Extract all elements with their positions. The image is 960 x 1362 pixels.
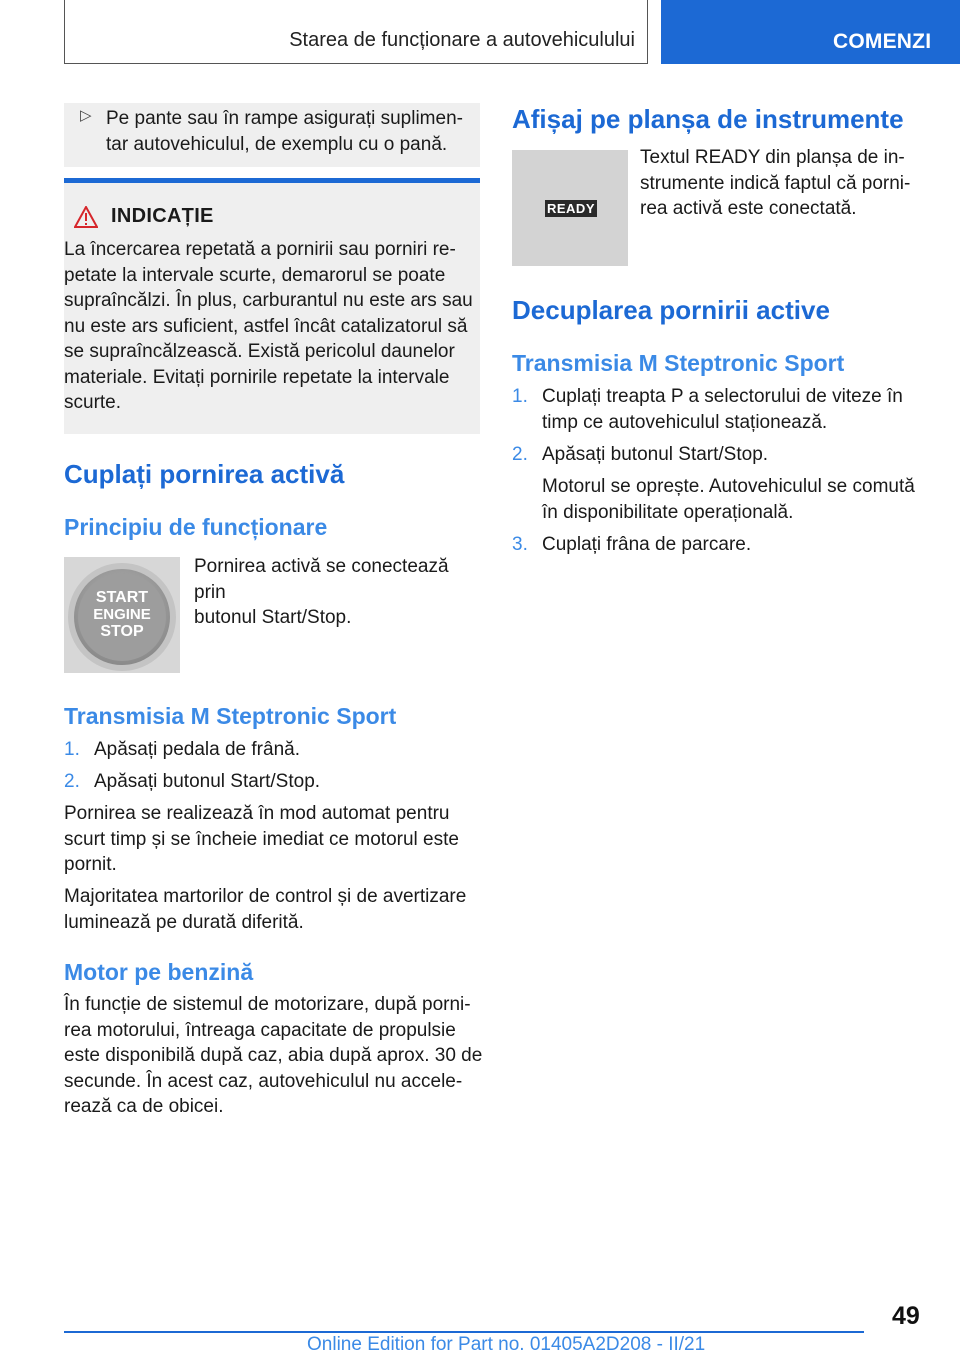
step-number: 1.	[512, 386, 528, 407]
step-text: Motorul se oprește. Autovehiculul se comută	[542, 476, 915, 497]
list-item	[64, 769, 480, 795]
paragraph-line: Majoritatea martorilor de control și de avertizare	[64, 886, 467, 907]
button-label-engine: ENGINE	[93, 606, 151, 623]
petrol-line: În funcție de sistemul de motorizare, după porni-	[64, 994, 471, 1015]
warning-title: INDICAȚIE	[111, 205, 214, 227]
heading-display: Afișaj pe planșa de instrumente	[512, 104, 904, 134]
step-text: timp ce autovehiculul staționează.	[542, 411, 828, 433]
step-number	[512, 474, 542, 525]
ready-display-image	[512, 150, 628, 266]
step-text: Apăsați pedala de frână.	[94, 739, 300, 760]
tip-box	[64, 103, 480, 167]
ready-indicator: READY	[546, 201, 595, 216]
list-item	[512, 384, 928, 435]
step-text: Apăsați butonul Start/Stop.	[94, 771, 321, 792]
paragraph-line: Pornirea se realizează în mod automat pentru	[64, 803, 450, 824]
tip-line: tar autovehiculul, de exemplu cu o pană.	[106, 133, 448, 155]
display-line: Textul READY din planșa de in-	[640, 147, 905, 168]
warning-line: petate la intervale scurte, demarorul se poate	[64, 264, 446, 286]
petrol-line: rea motorului, întreaga capacitate de propulsie	[64, 1019, 456, 1041]
list-item	[512, 532, 928, 558]
list-item	[512, 474, 928, 525]
step-number: 1.	[64, 739, 80, 760]
principle-line: Pornirea activă se conectează prin	[194, 556, 449, 603]
petrol-line: este disponibilă după caz, abia după aprox. 30 de	[64, 1045, 483, 1066]
warning-triangle-icon	[74, 206, 98, 228]
display-line: rea activă este conectată.	[640, 198, 857, 219]
tip-line: Pe pante sau în rampe asigurați suplimen-	[106, 108, 463, 129]
triangle-bullet-icon: ▷	[80, 107, 92, 124]
petrol-line: rează ca de obicei.	[64, 1096, 224, 1117]
step-text: Cuplați treapta P a selectorului de viteze în	[542, 386, 903, 407]
warning-line: se supraîncălzească. Există pericolul daunelor	[64, 341, 455, 362]
step-number: 2.	[64, 771, 80, 792]
warning-box	[64, 183, 480, 434]
subheading-principle: Principiu de funcționare	[64, 514, 328, 540]
start-stop-button-image	[64, 557, 180, 673]
edition-text[interactable]: Online Edition for Part no. 01405A2D208 - II/21	[307, 1334, 706, 1355]
step-text: Apăsați butonul Start/Stop.	[542, 444, 769, 465]
heading-stop: Decuplarea pornirii active	[512, 295, 830, 325]
warning-line: scurte.	[64, 392, 122, 413]
chapter-tab[interactable]: COMENZI	[661, 0, 960, 64]
subheading-transmission-left: Transmisia M Steptronic Sport	[64, 703, 397, 729]
warning-line: supraîncălzi. În plus, carburantul nu este ars sau	[64, 290, 473, 311]
paragraph-line: scurt timp și se încheie imediat ce motorul este	[64, 828, 459, 850]
list-item	[512, 442, 928, 468]
header-frame	[64, 0, 648, 64]
subheading-transmission-right: Transmisia M Steptronic Sport	[512, 350, 845, 376]
heading-start: Cuplați pornirea activă	[64, 459, 345, 489]
step-number: 3.	[512, 534, 528, 555]
warning-line: materiale. Evitați pornirile repetate la intervale	[64, 366, 450, 388]
display-line: strumente indică faptul că porni-	[640, 172, 911, 194]
step-text: Cuplați frâna de parcare.	[542, 534, 752, 555]
section-title: Starea de funcționare a autovehiculului	[289, 29, 635, 51]
footer-rule	[64, 1331, 864, 1333]
button-label-stop: STOP	[100, 623, 144, 640]
paragraph-line: luminează pe durată diferită.	[64, 911, 304, 933]
subheading-petrol: Motor pe benzină	[64, 959, 254, 985]
petrol-line: secunde. În acest caz, autovehiculul nu accele-	[64, 1070, 463, 1092]
button-label-start: START	[95, 589, 149, 606]
page-number: 49	[892, 1302, 920, 1330]
paragraph-line: pornit.	[64, 854, 117, 875]
warning-line: nu este ars suficient, astfel încât catalizatorul să	[64, 315, 468, 337]
step-number: 2.	[512, 444, 528, 465]
principle-line: butonul Start/Stop.	[194, 607, 352, 628]
step-text: în disponibilitate operațională.	[542, 501, 794, 523]
list-item	[64, 737, 480, 763]
warning-line: La încercarea repetată a pornirii sau porniri re-	[64, 239, 456, 260]
